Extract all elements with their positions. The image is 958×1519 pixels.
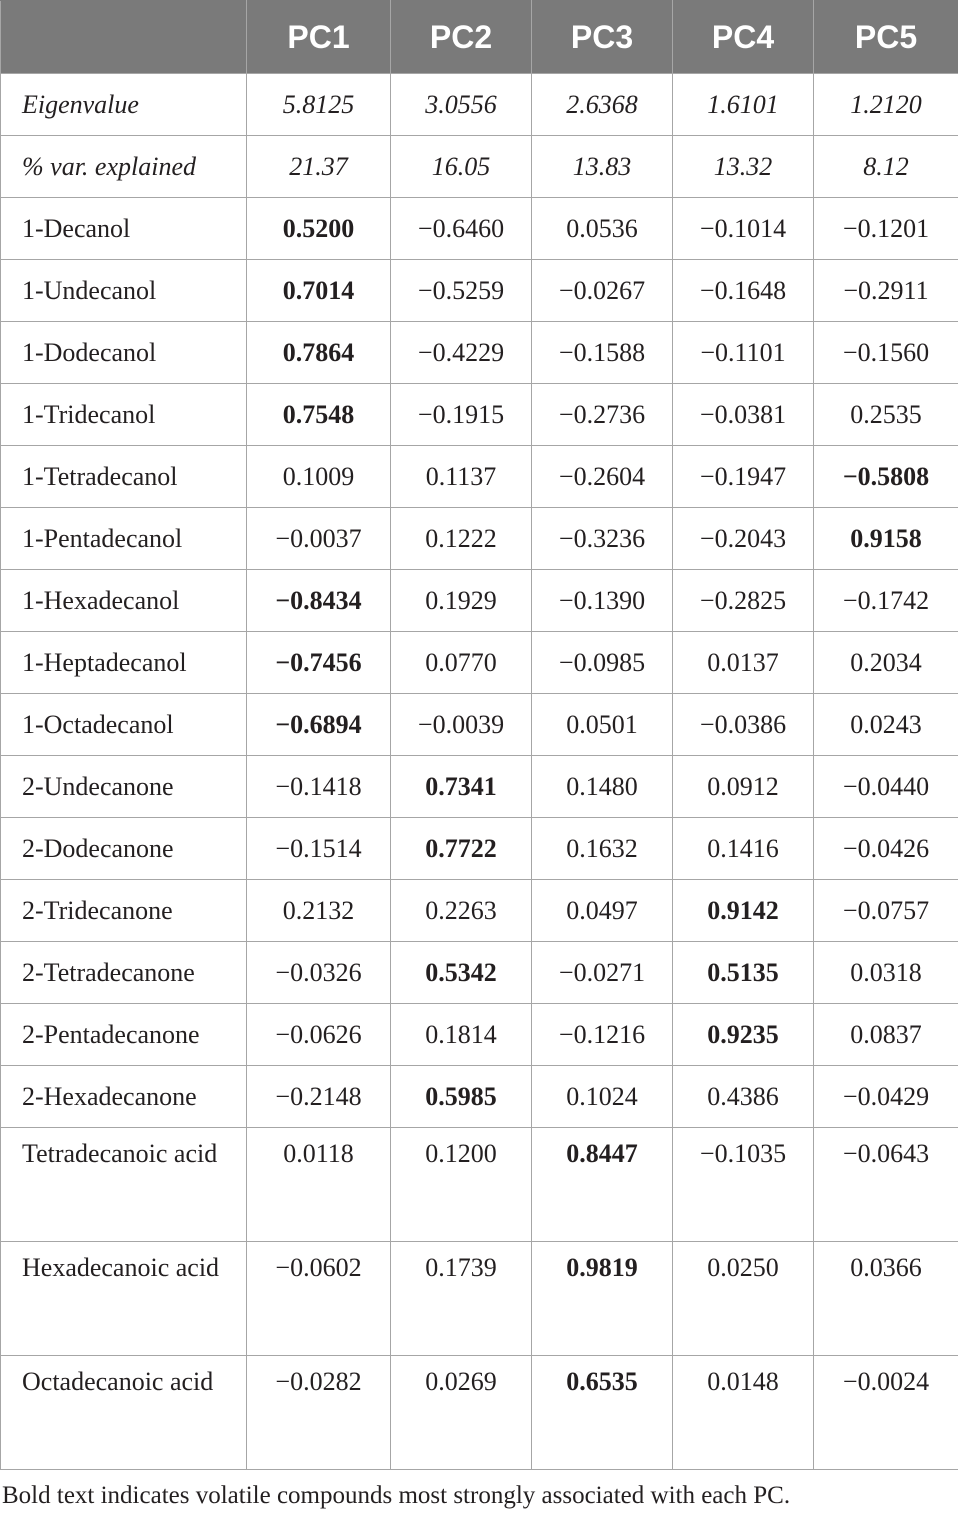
loading-cell: −0.0326 <box>247 942 391 1004</box>
loading-cell: −0.2043 <box>673 508 814 570</box>
loading-cell: 0.4386 <box>673 1066 814 1128</box>
loading-cell: −0.0602 <box>247 1242 391 1356</box>
compound-label: 1-Pentadecanol <box>1 508 247 570</box>
header-cell-pc4: PC4 <box>673 1 814 74</box>
loading-cell: 0.2263 <box>391 880 532 942</box>
loading-cell: −0.0024 <box>814 1356 958 1470</box>
table-body <box>1 74 958 1470</box>
loading-cell: 0.0501 <box>532 694 673 756</box>
loading-cell: −0.5808 <box>814 446 958 508</box>
table-row <box>1 570 958 632</box>
compound-label: 1-Octadecanol <box>1 694 247 756</box>
loading-cell: −0.7456 <box>247 632 391 694</box>
loading-cell: −0.1014 <box>673 198 814 260</box>
compound-label: 1-Decanol <box>1 198 247 260</box>
loading-cell: 0.1137 <box>391 446 532 508</box>
table-row <box>1 1128 958 1242</box>
loading-cell: 0.1929 <box>391 570 532 632</box>
table-row <box>1 198 958 260</box>
value-cell: 2.6368 <box>532 74 673 136</box>
header-cell-pc2: PC2 <box>391 1 532 74</box>
loading-cell: 0.1222 <box>391 508 532 570</box>
loading-cell: −0.1915 <box>391 384 532 446</box>
header-cell-pc5: PC5 <box>814 1 958 74</box>
value-cell: 13.83 <box>532 136 673 198</box>
compound-label: 2-Tridecanone <box>1 880 247 942</box>
loading-cell: −0.3236 <box>532 508 673 570</box>
loading-cell: −0.0426 <box>814 818 958 880</box>
loading-cell: −0.2604 <box>532 446 673 508</box>
compound-label: 2-Tetradecanone <box>1 942 247 1004</box>
loading-cell: 0.2535 <box>814 384 958 446</box>
compound-label: 1-Undecanol <box>1 260 247 322</box>
compound-label: 1-Hexadecanol <box>1 570 247 632</box>
value-cell: 8.12 <box>814 136 958 198</box>
loading-cell: 0.8447 <box>532 1128 673 1242</box>
loading-cell: 0.0837 <box>814 1004 958 1066</box>
loading-cell: 0.5342 <box>391 942 532 1004</box>
loading-cell: −0.1390 <box>532 570 673 632</box>
compound-label: Hexadecanoic acid <box>1 1242 247 1356</box>
loading-cell: 0.0243 <box>814 694 958 756</box>
table-row <box>1 322 958 384</box>
loading-cell: −0.6894 <box>247 694 391 756</box>
header-row <box>1 1 958 74</box>
loading-cell: 0.5135 <box>673 942 814 1004</box>
loading-cell: −0.0985 <box>532 632 673 694</box>
loading-cell: 0.0148 <box>673 1356 814 1470</box>
value-cell: 21.37 <box>247 136 391 198</box>
table-footnote: Bold text indicates volatile compounds most strongly associated with each PC. <box>2 1482 791 1509</box>
loading-cell: −0.2736 <box>532 384 673 446</box>
value-cell: 13.32 <box>673 136 814 198</box>
loading-cell: 0.2132 <box>247 880 391 942</box>
table-row <box>1 694 958 756</box>
loading-cell: −0.1648 <box>673 260 814 322</box>
loading-cell: −0.1947 <box>673 446 814 508</box>
loading-cell: −0.0039 <box>391 694 532 756</box>
loading-cell: −0.1560 <box>814 322 958 384</box>
loading-cell: 0.7548 <box>247 384 391 446</box>
row-label: % var. explained <box>1 136 247 198</box>
loading-cell: 0.1814 <box>391 1004 532 1066</box>
table-row <box>1 260 958 322</box>
loading-cell: 0.0118 <box>247 1128 391 1242</box>
table-row <box>1 446 958 508</box>
loading-cell: 0.1632 <box>532 818 673 880</box>
loading-cell: −0.1588 <box>532 322 673 384</box>
loading-cell: −0.4229 <box>391 322 532 384</box>
header-cell-pc3: PC3 <box>532 1 673 74</box>
compound-label: 2-Hexadecanone <box>1 1066 247 1128</box>
table-row <box>1 1242 958 1356</box>
loading-cell: −0.0037 <box>247 508 391 570</box>
loading-cell: −0.1201 <box>814 198 958 260</box>
loading-cell: −0.0282 <box>247 1356 391 1470</box>
value-cell: 1.2120 <box>814 74 958 136</box>
table-row <box>1 942 958 1004</box>
loading-cell: −0.0440 <box>814 756 958 818</box>
loading-cell: 0.0536 <box>532 198 673 260</box>
table-row <box>1 818 958 880</box>
loading-cell: 0.5200 <box>247 198 391 260</box>
loading-cell: 0.9142 <box>673 880 814 942</box>
loading-cell: 0.0770 <box>391 632 532 694</box>
loading-cell: 0.9235 <box>673 1004 814 1066</box>
loading-cell: −0.0267 <box>532 260 673 322</box>
loading-cell: 0.5985 <box>391 1066 532 1128</box>
compound-label: Tetradecanoic acid <box>1 1128 247 1242</box>
compound-label: 1-Tetradecanol <box>1 446 247 508</box>
loading-cell: 0.1024 <box>532 1066 673 1128</box>
loading-cell: 0.0497 <box>532 880 673 942</box>
header-cell-blank <box>1 1 247 74</box>
compound-label: 2-Dodecanone <box>1 818 247 880</box>
loading-cell: −0.0271 <box>532 942 673 1004</box>
loading-cell: 0.1416 <box>673 818 814 880</box>
loading-cell: 0.7864 <box>247 322 391 384</box>
header-cell-pc1: PC1 <box>247 1 391 74</box>
loading-cell: 0.0250 <box>673 1242 814 1356</box>
loading-cell: 0.0912 <box>673 756 814 818</box>
value-cell: 1.6101 <box>673 74 814 136</box>
loading-cell: −0.2148 <box>247 1066 391 1128</box>
loading-cell: −0.8434 <box>247 570 391 632</box>
loading-cell: −0.0757 <box>814 880 958 942</box>
loading-cell: 0.1739 <box>391 1242 532 1356</box>
value-cell: 5.8125 <box>247 74 391 136</box>
loading-cell: 0.0137 <box>673 632 814 694</box>
loading-cell: −0.1742 <box>814 570 958 632</box>
eigenvalue-row <box>1 74 958 136</box>
variance-explained-row <box>1 136 958 198</box>
loading-cell: 0.7722 <box>391 818 532 880</box>
table-row <box>1 756 958 818</box>
loading-cell: −0.0643 <box>814 1128 958 1242</box>
loading-cell: 0.1480 <box>532 756 673 818</box>
compound-label: 2-Undecanone <box>1 756 247 818</box>
loading-cell: 0.2034 <box>814 632 958 694</box>
loading-cell: −0.0386 <box>673 694 814 756</box>
table-row <box>1 384 958 446</box>
value-cell: 16.05 <box>391 136 532 198</box>
compound-label: 2-Pentadecanone <box>1 1004 247 1066</box>
table-row <box>1 508 958 570</box>
value-cell: 3.0556 <box>391 74 532 136</box>
compound-label: 1-Tridecanol <box>1 384 247 446</box>
loading-cell: 0.6535 <box>532 1356 673 1470</box>
loading-cell: 0.0366 <box>814 1242 958 1356</box>
loading-cell: −0.1418 <box>247 756 391 818</box>
compound-label: 1-Heptadecanol <box>1 632 247 694</box>
table-row <box>1 1356 958 1470</box>
loading-cell: −0.0626 <box>247 1004 391 1066</box>
table-row <box>1 1004 958 1066</box>
loading-cell: 0.9819 <box>532 1242 673 1356</box>
loading-cell: −0.1101 <box>673 322 814 384</box>
loading-cell: 0.0269 <box>391 1356 532 1470</box>
table-row <box>1 1066 958 1128</box>
table-header <box>1 1 958 74</box>
compound-label: Octadecanoic acid <box>1 1356 247 1470</box>
loading-cell: −0.1035 <box>673 1128 814 1242</box>
table-row <box>1 880 958 942</box>
table-row <box>1 632 958 694</box>
loading-cell: 0.1200 <box>391 1128 532 1242</box>
loading-cell: −0.0429 <box>814 1066 958 1128</box>
loading-cell: 0.0318 <box>814 942 958 1004</box>
loading-cell: 0.7014 <box>247 260 391 322</box>
loading-cell: −0.1216 <box>532 1004 673 1066</box>
loading-cell: −0.1514 <box>247 818 391 880</box>
loading-cell: 0.1009 <box>247 446 391 508</box>
loading-cell: 0.9158 <box>814 508 958 570</box>
loading-cell: −0.6460 <box>391 198 532 260</box>
loading-cell: −0.0381 <box>673 384 814 446</box>
loading-cell: −0.2825 <box>673 570 814 632</box>
loading-cell: −0.5259 <box>391 260 532 322</box>
loading-cell: −0.2911 <box>814 260 958 322</box>
row-label: Eigenvalue <box>1 74 247 136</box>
compound-label: 1-Dodecanol <box>1 322 247 384</box>
loading-cell: 0.7341 <box>391 756 532 818</box>
